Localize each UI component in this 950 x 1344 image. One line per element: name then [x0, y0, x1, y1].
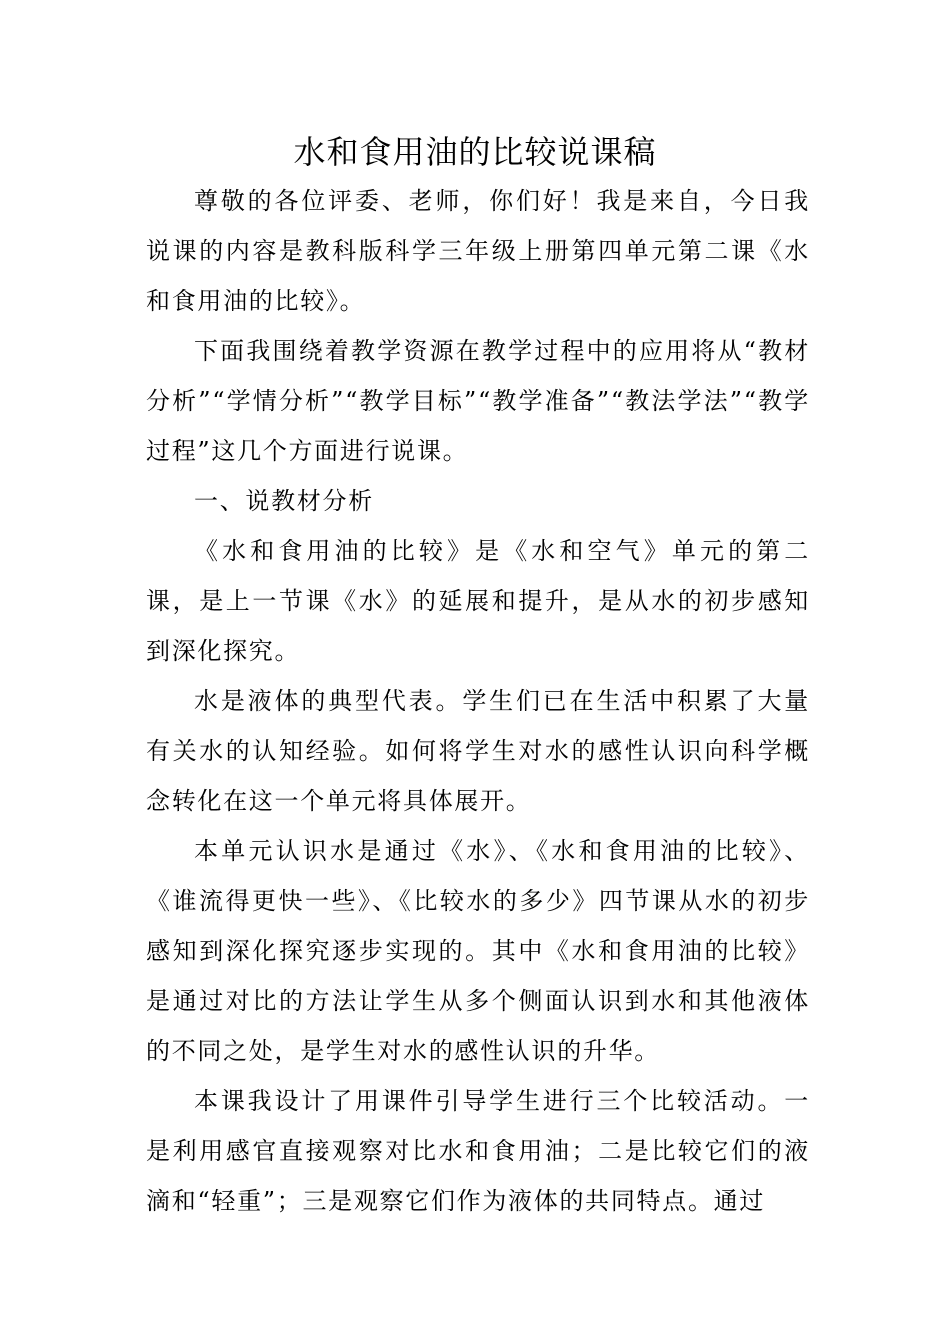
document-body: [146, 176, 810, 1226]
section-heading-textbook-analysis: 一、说教材分析: [194, 487, 374, 515]
document-title: 水和食用油的比较说课稿: [293, 133, 657, 171]
paragraph-water-liquid: 水是液体的典型代表。学生们已在生活中积累了大量有关水的认知经验。如何将学生对水的感性认识向科学概念转化在这一个单元将具体展开。: [146, 687, 810, 815]
paragraph-greeting: 尊敬的各位评委、老师，你们好！我是来自，今日我说课的内容是教科版科学三年级上册第四单元第二课《水和食用油的比较》。: [146, 187, 810, 315]
paragraph-activities: 本课我设计了用课件引导学生进行三个比较活动。一是利用感官直接观察对比水和食用油；二是比较它们的液滴和“轻重”；三是观察它们作为液体的共同特点。通过: [146, 1087, 810, 1215]
paragraph-outline: 下面我围绕着教学资源在教学过程中的应用将从“教材分析”“学情分析”“教学目标”“教学准备”“教法学法”“教学过程”这几个方面进行说课。: [146, 337, 810, 465]
paragraph-unit-structure: 本单元认识水是通过《水》、《水和食用油的比较》、《谁流得更快一些》、《比较水的多少》四节课从水的初步感知到深化探究逐步实现的。其中《水和食用油的比较》是通过对比的方法让学生从多个侧面认识到水和其他液体的不同之处，是学生对水的感性认识的升华。: [146, 837, 810, 1065]
paragraph-lesson-position: 《水和食用油的比较》是《水和空气》单元的第二课，是上一节课《水》的延展和提升，是从水的初步感知到深化探究。: [146, 537, 810, 665]
